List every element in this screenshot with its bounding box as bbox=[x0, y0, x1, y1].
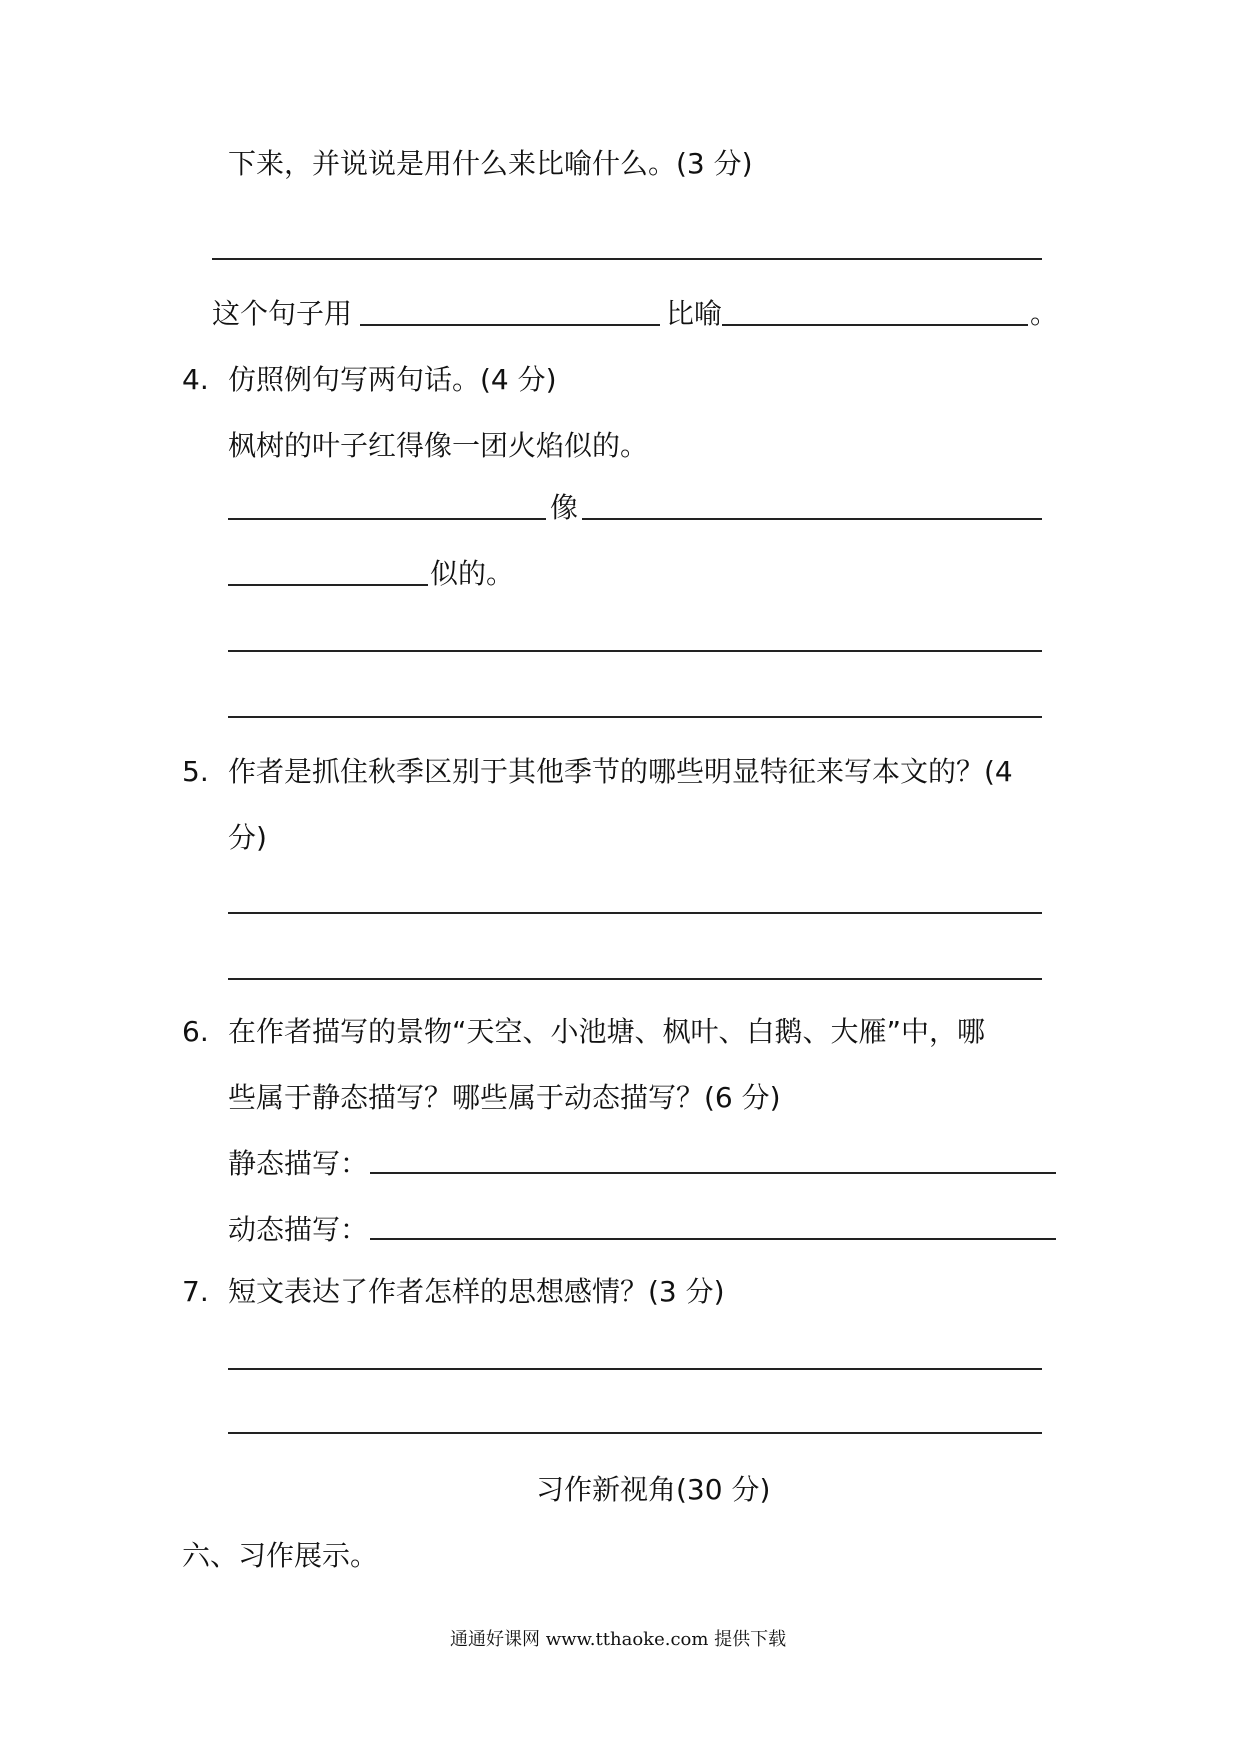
q5-prompt-line2: 分) bbox=[228, 821, 267, 854]
q3-continuation: 下来，并说说是用什么来比喻什么。(3 分) bbox=[228, 147, 753, 180]
q6-prompt-line2: 些属于静态描写？哪些属于动态描写？(6 分) bbox=[228, 1081, 781, 1114]
q5-prompt-line1: 作者是抓住秋季区别于其他季节的哪些明显特征来写本文的？(4 bbox=[228, 755, 1013, 788]
q7-number: 7. bbox=[182, 1275, 209, 1308]
q6-static-answer-line[interactable] bbox=[370, 1172, 1056, 1174]
q3-answer-middle: 比喻 bbox=[666, 297, 723, 330]
q6-dynamic-label: 动态描写： bbox=[228, 1213, 369, 1246]
q7-answer-line-1[interactable] bbox=[228, 1368, 1042, 1370]
part6-heading: 六、习作展示。 bbox=[182, 1539, 379, 1572]
q6-number: 6. bbox=[182, 1015, 209, 1048]
q4-blank-1b[interactable] bbox=[582, 518, 1042, 520]
q4-prompt: 仿照例句写两句话。(4 分) bbox=[228, 363, 557, 396]
q4-answer-line-4[interactable] bbox=[228, 716, 1042, 718]
q5-number: 5. bbox=[182, 755, 209, 788]
q3-blank-object[interactable] bbox=[722, 324, 1028, 326]
q4-blank-1a[interactable] bbox=[228, 518, 546, 520]
q4-answer-line-3[interactable] bbox=[228, 650, 1042, 652]
section-title: 习作新视角(30 分) bbox=[536, 1473, 771, 1506]
q4-blank-word-1: 像 bbox=[550, 491, 579, 524]
q3-answer-line[interactable] bbox=[212, 258, 1042, 260]
q3-answer-end: 。 bbox=[1030, 297, 1059, 330]
q3-answer-prefix: 这个句子用 bbox=[212, 297, 353, 330]
q4-number: 4. bbox=[182, 363, 209, 396]
q4-blank-word-2: 似的。 bbox=[430, 557, 515, 590]
q6-static-label: 静态描写： bbox=[228, 1147, 369, 1180]
q6-dynamic-answer-line[interactable] bbox=[370, 1238, 1056, 1240]
page-footer: 通通好课网 www.tthaoke.com 提供下载 bbox=[450, 1629, 787, 1650]
q6-prompt-line1: 在作者描写的景物“天空、小池塘、枫叶、白鹅、大雁”中，哪 bbox=[228, 1015, 986, 1048]
q4-example: 枫树的叶子红得像一团火焰似的。 bbox=[228, 429, 649, 462]
q4-blank-2a[interactable] bbox=[228, 584, 428, 586]
q5-answer-line-1[interactable] bbox=[228, 912, 1042, 914]
q5-answer-line-2[interactable] bbox=[228, 978, 1042, 980]
q7-answer-line-2[interactable] bbox=[228, 1432, 1042, 1434]
q7-prompt: 短文表达了作者怎样的思想感情？(3 分) bbox=[228, 1275, 725, 1308]
q3-blank-tool[interactable] bbox=[360, 324, 660, 326]
